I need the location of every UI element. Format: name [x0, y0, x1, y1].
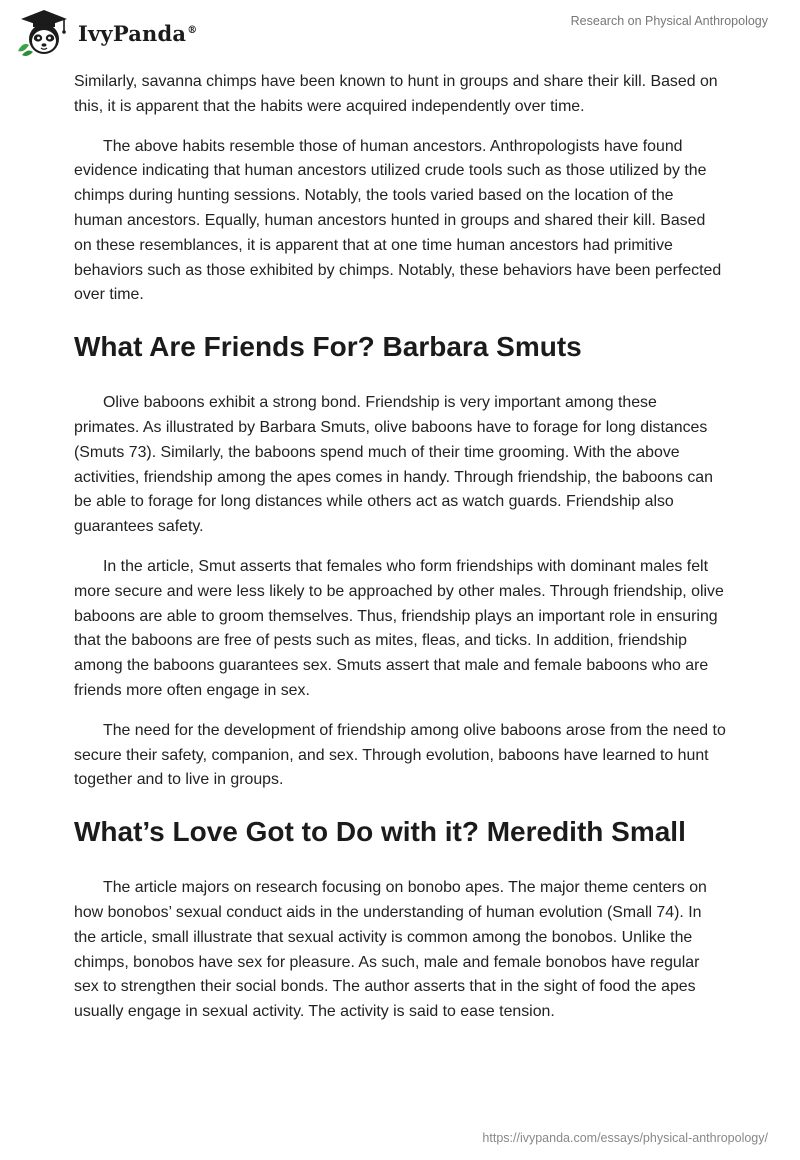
panda-graduate-icon — [14, 7, 72, 57]
paragraph: The article majors on research focusing on bonobo apes. The major theme centers on how bonobos’ sexual conduct aids in the understanding of human evolution (Small 74). In the article, small illustrate that sexual activity is common among the bonobos. Unlike the chimps, bonobos have sex for pleasure. As such, male and female bonobos have regular sex to strengthen their social bonds. The author asserts that in the sight of food the apes usually engage in sexual activity. The activity is said to ease tension. — [74, 879, 707, 1021]
registered-mark: ® — [187, 24, 198, 36]
source-url-link[interactable]: https://ivypanda.com/essays/physical-anthropology/ — [482, 1131, 768, 1145]
paragraph-continued: Similarly, savanna chimps have been known to hunt in groups and share their kill. Based on this, it is apparent that the habits were acquired independently over time. — [74, 73, 718, 115]
paragraph: Olive baboons exhibit a strong bond. Friendship is very important among these primates. As illustrated by Barbara Smuts, olive baboons have to forage for long distances (Smuts 73). Similarly, the baboons spend much of their time grooming. With the above activities, friendship among the apes comes in handy. Through friendship, the baboons can be able to forage for long distances while others act as watch guards. Friendship also guarantees safety. — [74, 394, 713, 536]
page-header — [0, 0, 800, 64]
paragraph: The need for the development of friendship among olive baboons arose from the need to secure their safety, companion, and sex. Through evolution, baboons have learned to hunt together and to live in groups. — [74, 721, 726, 789]
ivypanda-logo[interactable] — [14, 7, 197, 57]
logo-wordmark: IvyPanda® — [78, 20, 198, 46]
section-heading-love: What’s Love Got to Do with it? Meredith Small — [74, 816, 686, 848]
section-heading-friends: What Are Friends For? Barbara Smuts — [74, 331, 582, 363]
essay-body — [74, 70, 726, 1040]
paragraph: The above habits resemble those of human ancestors. Anthropologists have found evidence indicating that human ancestors utilized crude tools such as those utilized by the chimps during hunting sessions. Notably, the tools varied based on the location of the human ancestors. Equally, human ancestors hunted in groups and shared their kill. Based on these resemblances, it is apparent that at one time human ancestors had primitive behaviors such as those exhibited by chimps. Notably, these behaviors have been perfected over time. — [74, 137, 722, 304]
document-title: Research on Physical Anthropology — [570, 14, 768, 28]
paragraph: In the article, Smut asserts that females who form friendships with dominant males felt more secure and were less likely to be approached by other males. Through friendship, olive baboons are able to groom themselves. Thus, friendship plays an important role in ensuring that the baboons are free of pests such as mites, fleas, and ticks. In addition, friendship among the baboons guarantees sex. Smuts assert that male and female baboons who are friends more often engage in sex. — [74, 557, 724, 699]
